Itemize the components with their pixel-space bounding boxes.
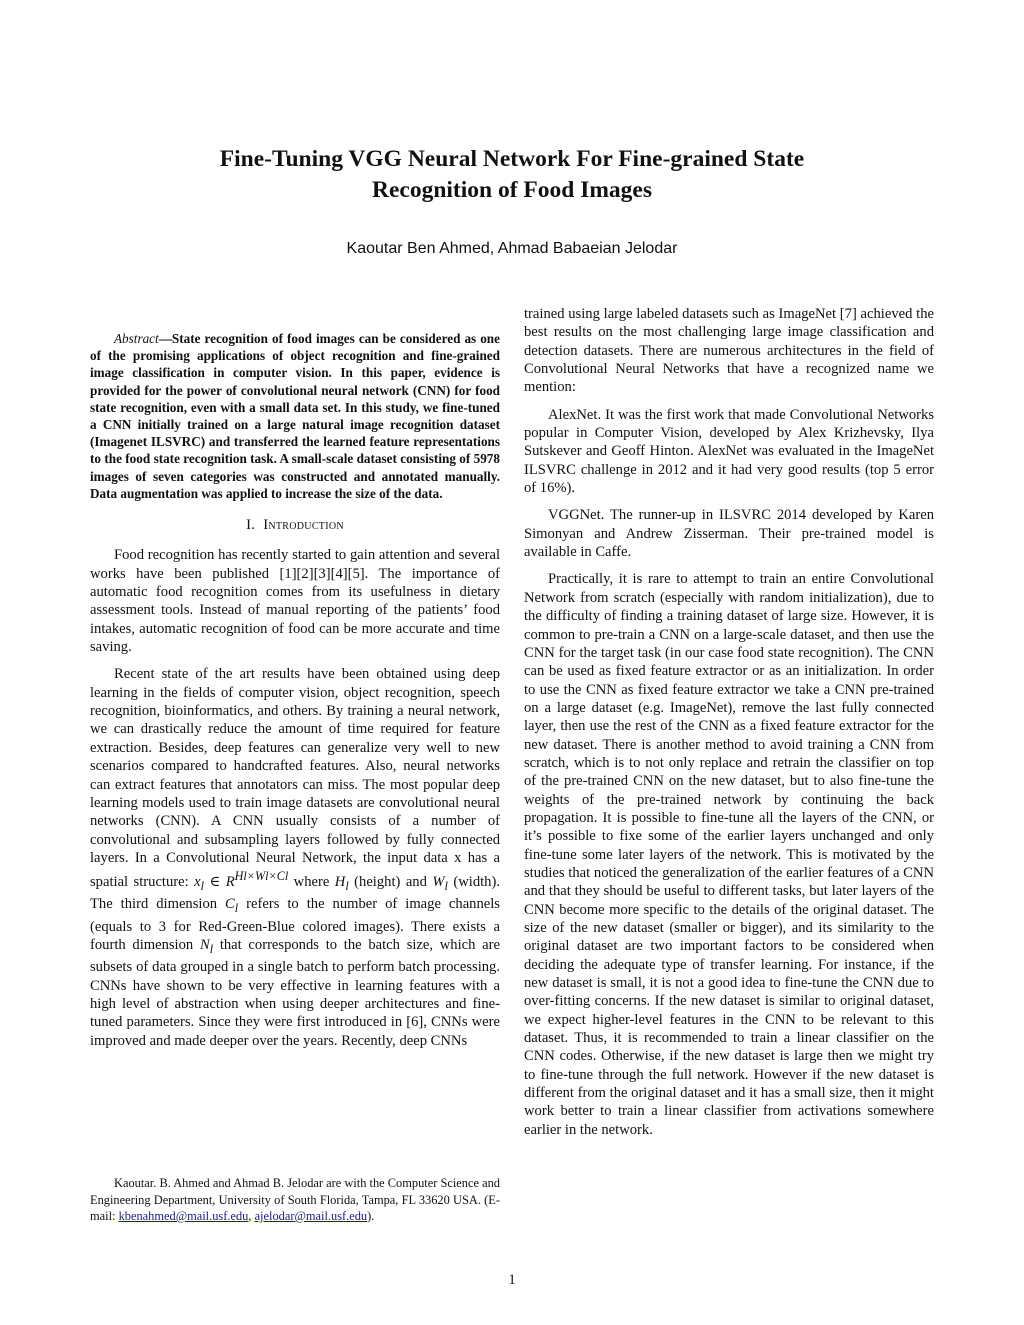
section-heading-introduction (90, 516, 500, 534)
abstract (90, 330, 500, 502)
intro-where: where (288, 874, 335, 891)
page-number: 1 (508, 1272, 516, 1288)
paper-title-line-1: Fine-Tuning VGG Neural Network For Fine-grained State (219, 146, 805, 172)
author-affiliation-footnote (90, 1175, 500, 1225)
math-x-l (194, 874, 204, 893)
abstract-label: Abstract (114, 331, 159, 346)
section-number: I. (246, 517, 256, 534)
math-w-sub: l (444, 878, 448, 893)
math-r-space (225, 869, 289, 891)
math-c-sub: l (234, 901, 239, 916)
intro-paragraph-1: Food recognition has recently started to gain attention and several works have been published [1][2][3][4][5]. The importance of automatic food recognition comes from its usefulness in dietary assessment tools. Instead of manual reporting of the patients’ food intakes, automatic recognition of food can be more accurate and time saving. (90, 547, 500, 656)
right-column (524, 305, 934, 1148)
math-c-l (225, 896, 239, 916)
intro-paragraph-2 (90, 665, 500, 1049)
math-element-of: ∈ (204, 874, 226, 891)
section-title: Introduction (263, 517, 344, 534)
footnote-separator: , (248, 1209, 255, 1223)
intro-width: (width). The third dimension (90, 874, 500, 913)
intro-height: (height) and (348, 874, 433, 891)
math-x: x (194, 874, 201, 891)
math-n: N (199, 936, 210, 953)
math-r: R (225, 874, 235, 891)
intro-paragraph-2-text-c: that corresponds to the batch size, which are subsets of data grouped in a single batch to perform batch processing. CNNs have shown to be very effective in learning features with a high level of abstraction when using deeper architectures and fine-tuned parameters. Since they were first introduced in [6], CNNs were improved and made deeper over the years. Recently, deep CNNs (90, 936, 500, 1049)
right-paragraph-transfer-learning: Practically, it is rare to attempt to train an entire Convolutional Network from scratch (especially with random initialization), due to the difficulty of finding a training dataset of large size. However, it is common to pre-train a CNN on a large-scale dataset, and then use the CNN for the target task (in our case food state recognition). The CNN can be used as fixed feature extractor or as an initialization. In order to use the CNN as fixed feature extractor we take a CNN pre-trained on a large dataset (e.g. ImageNet), remove the last fully connected layer, then use the rest of the CNN as a fixed feature extractor for the new dataset. There is another method to avoid training a CNN from scratch, which is to not only replace and retrain the classifier on top of the pre-trained CNN on the new dataset, but to also fine-tune the weights of the pre-trained network by continuing the back propagation. It is possible to fine-tune all the layers of the CNN, or it’s possible to fixe some of the earlier layers unchanged and only fine-tune some later layers of the network. This is motivated by the studies that noticed the generalization of the earlier features of a CNN and that they should be useful to different tasks, but later layers of the CNN become more specific to the details of the original dataset. The size of the new dataset (smaller or bigger), and its similarity to the original dataset are two important factors to be considered when deciding the adequate type of transfer learning. For instance, if the new dataset is small, it is not a good idea to fine-tune the CNN due to over-fitting concerns. If the new dataset is similar to original dataset, we expect higher-level features in the CNN to be relevant to this dataset. Thus, it is recommended to train a linear classifier on the CNN codes. Otherwise, if the new dataset is large then we might try to fine-tune through the full network. However if the new dataset is different from the original dataset and it has a small size, then it might work better to train a linear classifier from activations somewhere earlier in the network. (524, 571, 934, 1138)
email-link-2[interactable]: ajelodar@mail.usf.edu (254, 1209, 368, 1223)
email-link-1[interactable]: kbenahmed@mail.usf.edu (118, 1209, 249, 1223)
abstract-text: —State recognition of food images can be considered as one of the promising applications of object recognition and fine-grained image classification in computer vision. In this paper, evidence is provided for the power of convolutional neural network (CNN) for food state recognition, even with a small data set. In this study, we fine-tuned a CNN initially trained on a large natural image recognition dataset (Imagenet ILSVRC) and transferred the learned feature representations to the food state recognition task. A small-scale dataset consisting of 5978 images of seven categories was constructed and annotated manually. Data augmentation was applied to increase the size of the data. (90, 331, 500, 501)
math-r-sup: Hl×Wl×Cl (234, 869, 289, 884)
footnote-end: ). (367, 1209, 375, 1223)
paper-title (0, 144, 1024, 206)
math-w: W (432, 874, 445, 891)
right-paragraph-1: trained using large labeled datasets such as ImageNet [7] achieved the best results on the most challenging large image classification and detection datasets. There are numerous architectures in the field of Convolutional Neural Networks that have a recognized name we mention: (524, 306, 934, 396)
math-x-sub: l (200, 878, 204, 893)
right-paragraph-alexnet: AlexNet. It was the first work that made Convolutional Networks popular in Computer Vision, developed by Alex Krizhevsky, Ilya Sutskever and Geoff Hinton. AlexNet was evaluated in the ImageNet ILSVRC challenge in 2012 and it had very good results (top 5 error of 16%). (524, 406, 934, 497)
math-w-l (432, 874, 448, 893)
math-c: C (225, 896, 235, 913)
left-column (90, 330, 500, 1059)
intro-paragraph-2-text-a: Recent state of the art results have been obtained using deep learning in the fields of computer vision, object recognition, speech recognition, bioinformatics, and others. By training a neural network, we can drastically reduce the amount of time required for feature extraction. Besides, deep features can generalize very well to new scenarios compared to handcrafted features. Also, neural networks can extract features that annotators can miss. The most popular deep learning models used to train image datasets are convolutional neural networks (CNN). A CNN usually consists of a number of convolutional and subsampling layers followed by fully connected layers. In a Convolutional Neural Network, the input data x has a spatial structure: (90, 666, 500, 891)
author-list: Kaoutar Ben Ahmed, Ahmad Babaeian Jelodar (346, 240, 678, 257)
right-paragraph-vggnet: VGGNet. The runner-up in ILSVRC 2014 developed by Karen Simonyan and Andrew Zisserman. Their pre-trained model is available in Caffe. (524, 507, 934, 561)
math-h: H (334, 874, 346, 891)
math-h-sub: l (345, 878, 349, 893)
math-n-sub: l (209, 941, 214, 956)
math-n-l (199, 936, 214, 956)
paper-title-line-2: Recognition of Food Images (371, 177, 653, 203)
intro-paragraph-2-text-b: refers to the number of image channels (equals to 3 for Red-Green-Blue colored images). There exists a fourth dimension (90, 896, 500, 953)
math-h-l (334, 874, 349, 893)
footnote-text: Kaoutar. B. Ahmed and Ahmad B. Jelodar are with the Computer Science and Engineering Department, University of South Florida, Tampa, FL 33620 USA. (E-mail: (90, 1176, 500, 1223)
